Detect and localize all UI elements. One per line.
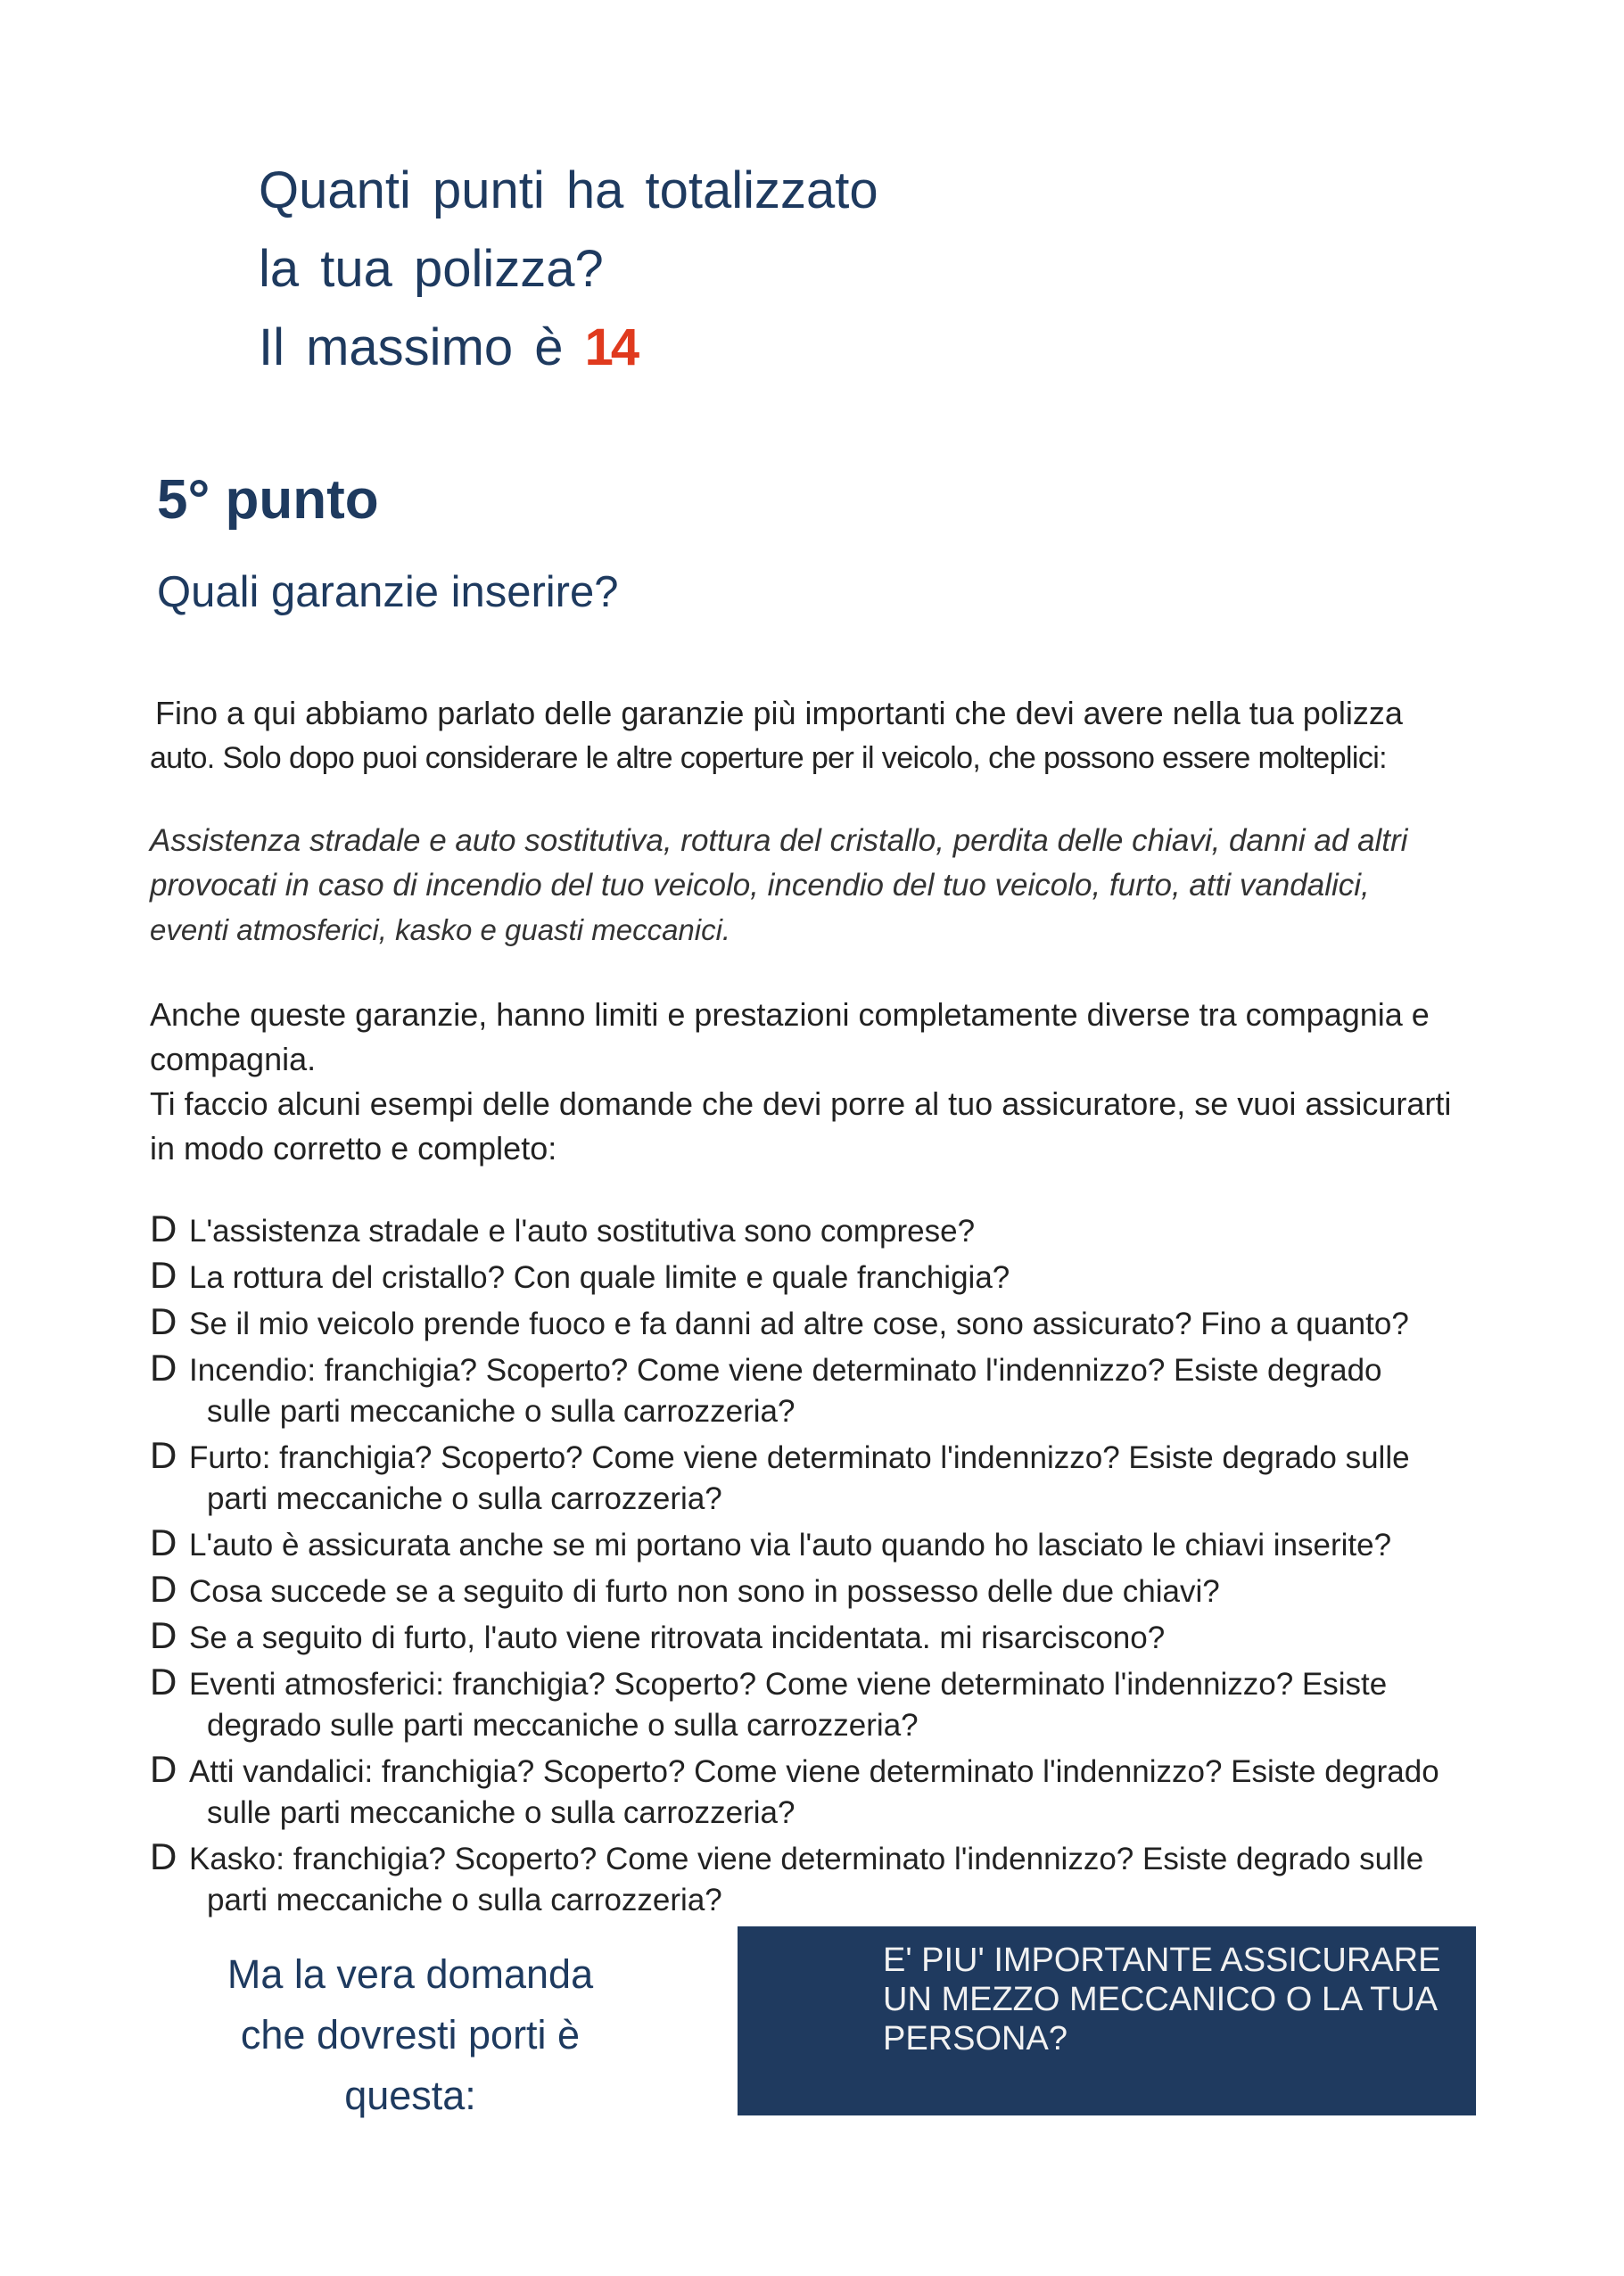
question-item bbox=[150, 1346, 1541, 1433]
intro-line-1: Fino a qui abbiamo parlato delle garanzie più importanti che devi avere nella tua polizza bbox=[155, 695, 1403, 731]
question-marker: D bbox=[150, 1661, 177, 1703]
question-item bbox=[150, 1207, 1541, 1253]
question-marker: D bbox=[150, 1614, 177, 1656]
coverage-line-2: provocati in caso di incendio del tuo veicolo, incendio del tuo veicolo, furto, atti vandalici, bbox=[150, 868, 1370, 903]
question-item bbox=[150, 1253, 1541, 1299]
question-item bbox=[150, 1433, 1541, 1521]
question-marker: D bbox=[150, 1568, 177, 1610]
max-score-value: 14 bbox=[584, 318, 638, 376]
question-item bbox=[150, 1299, 1541, 1346]
closing-question bbox=[178, 1944, 642, 2126]
question-text: Eventi atmosferici: franchigia? Scoperto? Come viene determinato l'indennizzo? Esiste bbox=[189, 1667, 1388, 1702]
section-number: 5° punto bbox=[157, 469, 379, 531]
question-marker: D bbox=[150, 1748, 177, 1790]
question-item bbox=[150, 1521, 1541, 1567]
header-line-1: Quanti punti ha totalizzato bbox=[259, 161, 878, 219]
question-text: Se il mio veicolo prende fuoco e fa danni ad altre cose, sono assicurato? Fino a quanto? bbox=[189, 1307, 1409, 1341]
question-continuation: sulle parti meccaniche o sulla carrozzeria? bbox=[207, 1795, 796, 1830]
question-item bbox=[150, 1660, 1541, 1747]
header-line-2: la tua polizza? bbox=[259, 240, 604, 298]
section-title: Quali garanzie inserire? bbox=[157, 568, 619, 616]
header-question bbox=[259, 152, 878, 387]
closing-line-3: questa: bbox=[344, 2073, 476, 2118]
question-text: L'assistenza stradale e l'auto sostitutiva sono comprese? bbox=[189, 1214, 976, 1249]
question-marker: D bbox=[150, 1208, 177, 1249]
examples-line-3: Ti faccio alcuni esempi delle domande che devi porre al tuo assicuratore, se vuoi assicurarti bbox=[150, 1085, 1452, 1122]
examples-line-1: Anche queste garanzie, hanno limiti e prestazioni completamente diverse tra compagnia e bbox=[150, 996, 1430, 1033]
callout-text: E' PIU' IMPORTANTE ASSICURARE UN MEZZO MECCANICO O LA TUA PERSONA? bbox=[883, 1942, 1441, 2057]
question-continuation: parti meccaniche o sulla carrozzeria? bbox=[207, 1481, 722, 1516]
question-text: Se a seguito di furto, l'auto viene ritrovata incidentata. mi risarciscono? bbox=[189, 1620, 1166, 1655]
question-marker: D bbox=[150, 1835, 177, 1877]
coverage-list-paragraph bbox=[150, 819, 1505, 952]
question-continuation: sulle parti meccaniche o sulla carrozzeria? bbox=[207, 1394, 796, 1429]
question-marker: D bbox=[150, 1521, 177, 1563]
question-text: Kasko: franchigia? Scoperto? Come viene determinato l'indennizzo? Esiste degrado sulle bbox=[189, 1842, 1424, 1876]
examples-line-4: in modo corretto e completo: bbox=[150, 1130, 557, 1167]
examples-paragraph bbox=[150, 993, 1505, 1171]
question-text: La rottura del cristallo? Con quale limite e quale franchigia? bbox=[189, 1260, 1010, 1295]
examples-line-2: compagnia. bbox=[150, 1041, 317, 1077]
coverage-line-3: eventi atmosferici, kasko e guasti meccanici. bbox=[150, 913, 731, 946]
closing-line-2: che dovresti porti è bbox=[240, 2012, 581, 2057]
question-marker: D bbox=[150, 1434, 177, 1476]
header-max-label: Il massimo è bbox=[259, 318, 564, 376]
question-item bbox=[150, 1613, 1541, 1660]
coverage-line-1: Assistenza stradale e auto sostitutiva, rottura del cristallo, perdita delle chiavi, danni ad altri bbox=[150, 823, 1408, 858]
question-text: Cosa succede se a seguito di furto non sono in possesso delle due chiavi? bbox=[189, 1574, 1220, 1609]
question-marker: D bbox=[150, 1300, 177, 1342]
question-list bbox=[150, 1207, 1541, 1922]
intro-paragraph bbox=[150, 691, 1505, 780]
closing-line-1: Ma la vera domanda bbox=[227, 1951, 594, 1997]
question-continuation: parti meccaniche o sulla carrozzeria? bbox=[207, 1883, 722, 1917]
callout-box bbox=[738, 1926, 1476, 2115]
intro-line-2: auto. Solo dopo puoi considerare le altre coperture per il veicolo, che possono essere molteplici: bbox=[150, 741, 1388, 775]
question-marker: D bbox=[150, 1254, 177, 1296]
question-continuation: degrado sulle parti meccaniche o sulla carrozzeria? bbox=[207, 1708, 919, 1743]
question-item bbox=[150, 1747, 1541, 1835]
question-item bbox=[150, 1567, 1541, 1613]
question-marker: D bbox=[150, 1347, 177, 1389]
header-line-3 bbox=[259, 309, 878, 387]
question-text: Atti vandalici: franchigia? Scoperto? Come viene determinato l'indennizzo? Esiste degrado bbox=[189, 1754, 1439, 1789]
question-text: Incendio: franchigia? Scoperto? Come viene determinato l'indennizzo? Esiste degrado bbox=[189, 1353, 1382, 1388]
question-text: L'auto è assicurata anche se mi portano via l'auto quando ho lasciato le chiavi inserite? bbox=[189, 1528, 1392, 1563]
question-text: Furto: franchigia? Scoperto? Come viene determinato l'indennizzo? Esiste degrado sulle bbox=[189, 1440, 1410, 1475]
question-item bbox=[150, 1835, 1541, 1922]
